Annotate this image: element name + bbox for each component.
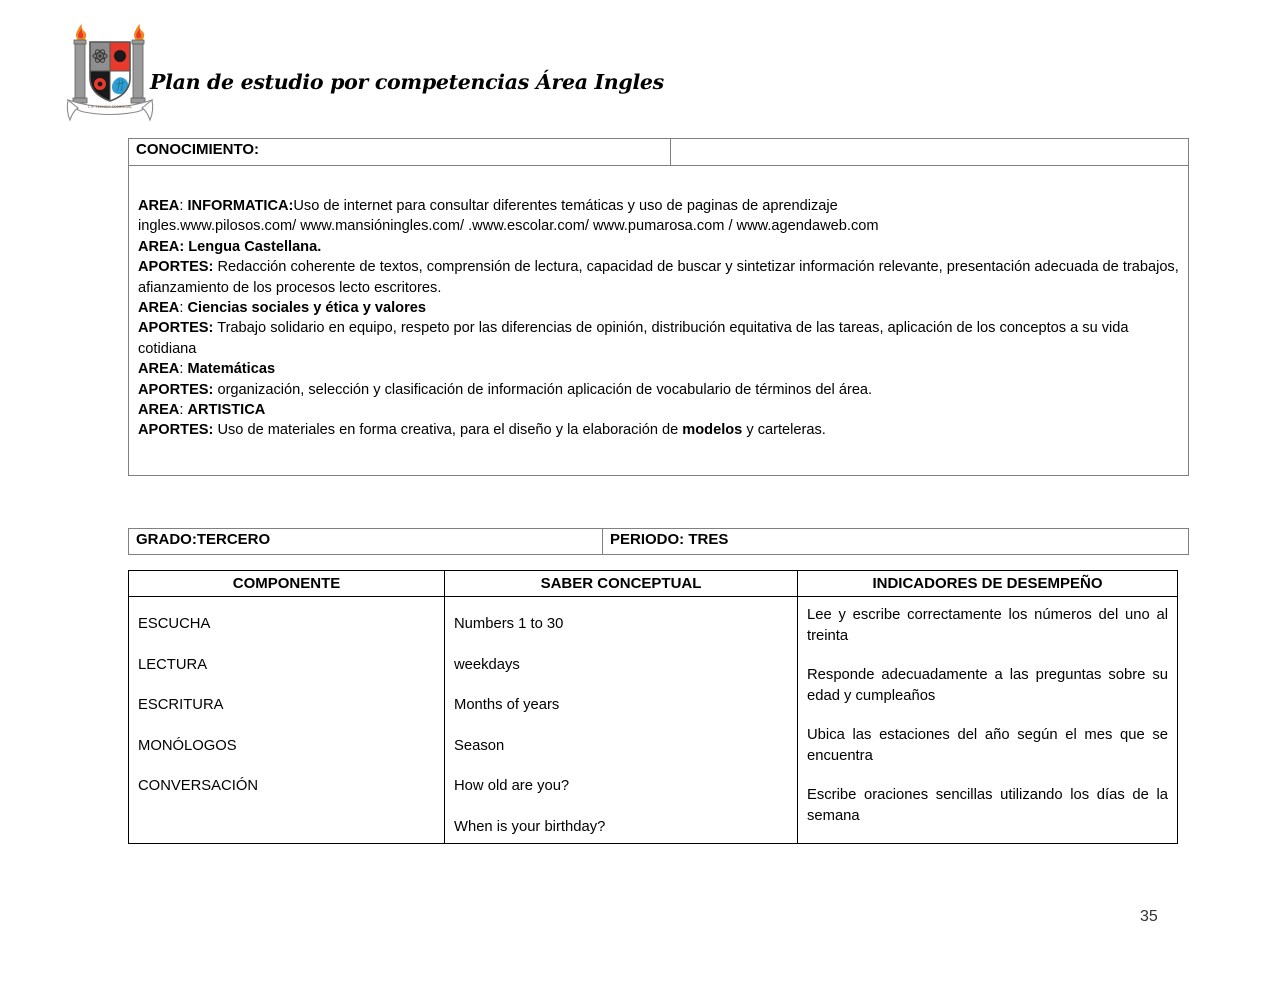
componente-item: CONVERSACIÓN xyxy=(138,778,259,794)
grado-periodo-table xyxy=(128,528,1189,555)
conocimiento-body-cell xyxy=(129,166,1189,476)
table-row xyxy=(129,597,1178,844)
page-number: 35 xyxy=(1140,908,1158,925)
page-title: Plan de estudio por competencias Área Ingles xyxy=(150,70,664,94)
table-row xyxy=(129,529,1189,555)
indicador-item: Escribe oraciones sencillas utilizando los días de la semana xyxy=(807,787,1168,824)
saber-conceptual-item: Months of years xyxy=(454,697,560,713)
componente-table xyxy=(128,570,1178,844)
table-row xyxy=(129,139,1189,166)
svg-text:I. E. TECNICO COMERCIAL: I. E. TECNICO COMERCIAL xyxy=(88,105,132,109)
conocimiento-line: APORTES: Trabajo solidario en equipo, respeto por las diferencias de opinión, distribución equitativa de las tareas, aplicación de los conceptos a su vida cotidiana xyxy=(138,320,1129,357)
column-header-indicadores: INDICADORES DE DESEMPEÑO xyxy=(798,571,1178,597)
indicador-item: Lee y escribe correctamente los números del uno al treinta xyxy=(807,607,1168,644)
componente-item: MONÓLOGOS xyxy=(138,737,237,754)
conocimiento-header-right-cell xyxy=(671,139,1189,166)
conocimiento-line: AREA: Matemáticas xyxy=(138,361,276,378)
column-header-componente: COMPONENTE xyxy=(129,571,445,597)
document-header xyxy=(62,18,702,122)
saber-conceptual-item: weekdays xyxy=(454,656,520,673)
saber-conceptual-list xyxy=(445,597,797,843)
indicador-item: Ubica las estaciones del año según el mes que se encuentra xyxy=(807,727,1168,764)
table-header-row xyxy=(129,571,1178,597)
conocimiento-line: AREA: INFORMATICA:Uso de internet para consultar diferentes temáticas y uso de paginas de aprendizaje xyxy=(138,198,838,214)
indicadores-cell xyxy=(798,597,1178,844)
conocimiento-line: APORTES: organización, selección y clasificación de información aplicación de vocabulario de términos del área. xyxy=(138,381,873,398)
componente-item: ESCUCHA xyxy=(138,616,211,632)
conocimiento-line: APORTES: Uso de materiales en forma creativa, para el diseño y la elaboración de modelos y carteleras. xyxy=(138,422,826,439)
conocimiento-line: APORTES: Redacción coherente de textos, comprensión de lectura, capacidad de buscar y sintetizar información relevante, presentación adecuada de trabajos, afianzamiento de los procesos lecto escritores. xyxy=(138,259,1179,296)
conocimiento-line: AREA: ARTISTICA xyxy=(138,402,266,419)
conocimiento-text-block xyxy=(138,172,1180,441)
saber-conceptual-item: How old are you? xyxy=(454,778,570,794)
componente-cell xyxy=(129,597,445,844)
periodo-cell: PERIODO: TRES xyxy=(603,529,1189,555)
conocimiento-header-cell: CONOCIMIENTO: xyxy=(129,139,671,166)
conocimiento-table xyxy=(128,138,1189,476)
saber-conceptual-item: When is your birthday? xyxy=(454,818,606,835)
conocimiento-line: AREA: Ciencias sociales y ética y valores xyxy=(138,300,426,317)
saber-conceptual-item: Numbers 1 to 30 xyxy=(454,616,564,632)
saber-conceptual-item: Season xyxy=(454,737,505,754)
column-header-saber-conceptual: SABER CONCEPTUAL xyxy=(445,571,798,597)
grado-cell: GRADO:TERCERO xyxy=(129,529,603,555)
componente-list xyxy=(129,597,444,802)
indicador-item: Responde adecuadamente a las preguntas sobre su edad y cumpleaños xyxy=(807,667,1168,704)
table-row xyxy=(129,166,1189,476)
school-crest-icon xyxy=(62,18,158,122)
conocimiento-line: ingles.www.pilosos.com/ www.mansióningles.com/ .www.escolar.com/ www.pumarosa.com / www.agendaweb.com xyxy=(138,218,879,235)
saber-conceptual-cell xyxy=(445,597,798,844)
componente-item: ESCRITURA xyxy=(138,697,224,713)
componente-item: LECTURA xyxy=(138,656,208,673)
conocimiento-line: AREA: Lengua Castellana. xyxy=(138,238,322,255)
indicadores-list xyxy=(798,597,1177,832)
